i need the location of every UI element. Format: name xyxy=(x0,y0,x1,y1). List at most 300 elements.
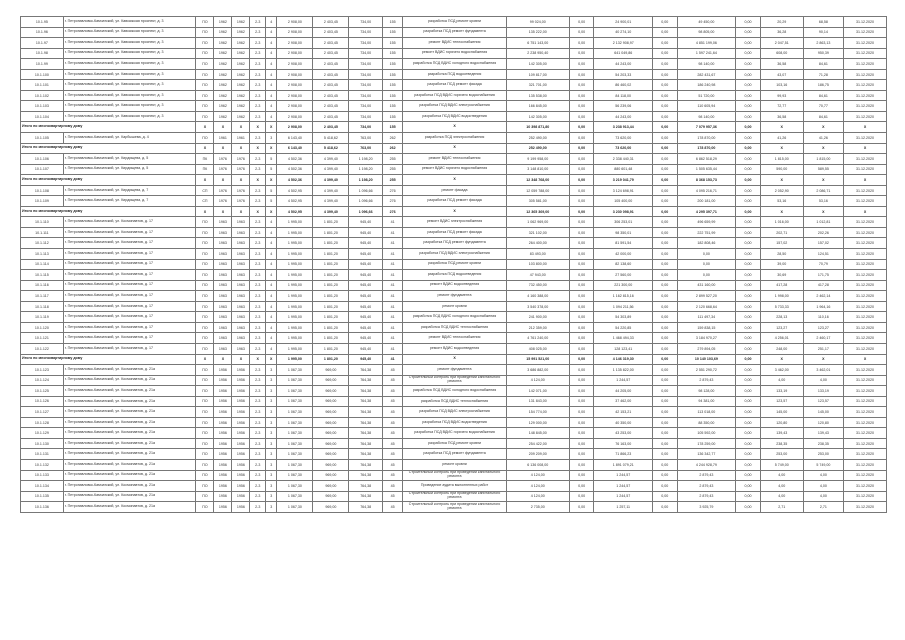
cell-addr: г. Петропавловск-Камчатский, ул. Кавказская проспект, д. 3 xyxy=(63,59,196,70)
cell-c6: Х xyxy=(250,122,266,133)
cell-no: 10.1.134 xyxy=(21,481,64,492)
cell-c15: 82 138,60 xyxy=(594,259,652,270)
cell-c21: 31.12.2020 xyxy=(844,502,887,513)
cell-work: разработка ПСД ВДИС водоотведения xyxy=(403,417,506,428)
cell-c21: 31.12.2020 xyxy=(844,217,887,228)
cell-c16: 0,00 xyxy=(652,322,677,333)
cell-no: 10.1.124 xyxy=(21,375,64,386)
cell-c19: Х xyxy=(760,354,803,365)
cell-work: ремонт ВДИС водоотведения xyxy=(403,280,506,291)
cell-c7: 4 xyxy=(266,101,277,112)
cell-c19: 3 462,00 xyxy=(760,365,803,376)
cell-c7: 4 xyxy=(266,249,277,260)
cell-c11: 41 xyxy=(383,333,403,344)
cell-c18: 0,00 xyxy=(736,291,761,302)
cell-c19: 228,13 xyxy=(760,312,803,323)
cell-c7: 4 xyxy=(266,90,277,101)
cell-c14: 0,00 xyxy=(569,27,594,38)
cell-c11: 45 xyxy=(383,407,403,418)
cell-c18: 0,00 xyxy=(736,206,761,217)
cell-c14: 0,00 xyxy=(569,301,594,312)
cell-c11: 45 xyxy=(383,491,403,502)
cell-c9: 2 403,45 xyxy=(313,69,349,80)
cell-c18: 0,00 xyxy=(736,143,761,154)
cell-c3: ПО xyxy=(196,502,214,513)
cell-c16: 0,00 xyxy=(652,38,677,49)
cell-c7: 4 xyxy=(266,111,277,122)
cell-c6: Х xyxy=(250,354,266,365)
cell-c18: 0,00 xyxy=(736,48,761,59)
cell-c10: 734,00 xyxy=(349,38,383,49)
cell-c16: 0,00 xyxy=(652,90,677,101)
cell-c3: ПО xyxy=(196,312,214,323)
cell-c15: 71 866,23 xyxy=(594,449,652,460)
cell-addr: г. Петропавловск-Камчатский, ул. Кирдищева, д. 7 xyxy=(63,185,196,196)
cell-c19: 202,71 xyxy=(760,227,803,238)
cell-c4: 1976 xyxy=(214,154,232,165)
cell-c18: 0,00 xyxy=(736,227,761,238)
cell-c6: Х xyxy=(250,143,266,154)
cell-c15: 1 135 822,00 xyxy=(594,365,652,376)
cell-c9: 1 801,20 xyxy=(313,333,349,344)
cell-c10: 764,38 xyxy=(349,502,383,513)
cell-c9: 2 403,45 xyxy=(313,59,349,70)
cell-c17: 4 295 397,71 xyxy=(677,206,735,217)
cell-c19: Х xyxy=(760,122,803,133)
cell-addr: г. Петропавловск-Камчатский, ул. Космонавтов, д. 21а xyxy=(63,491,196,502)
cell-no: 10.1.99 xyxy=(21,59,64,70)
cell-c16: 0,00 xyxy=(652,227,677,238)
cell-c16: 0,00 xyxy=(652,175,677,186)
cell-c9: 4 399,40 xyxy=(313,175,349,186)
cell-c21: 31.12.2020 xyxy=(844,428,887,439)
cell-c11: 41 xyxy=(383,301,403,312)
cell-c18: 0,00 xyxy=(736,90,761,101)
cell-c3: ПО xyxy=(196,27,214,38)
cell-addr: г. Петропавловск-Камчатский, ул. Космонавтов, д. 17 xyxy=(63,270,196,281)
cell-c20: 202,26 xyxy=(803,227,843,238)
cell-c11: 41 xyxy=(383,354,403,365)
cell-c16: 0,00 xyxy=(652,143,677,154)
cell-c17: 110 605,94 xyxy=(677,101,735,112)
cell-c3: ПО xyxy=(196,470,214,481)
cell-c16: 0,00 xyxy=(652,301,677,312)
cell-c5: 1963 xyxy=(232,259,250,270)
cell-work: Х xyxy=(403,206,506,217)
cell-c6: 2-3 xyxy=(250,59,266,70)
cell-c21: Х xyxy=(844,122,887,133)
cell-work: разработка ПСД ВДИС электроснабжения xyxy=(403,407,506,418)
cell-c20: 124,51 xyxy=(803,249,843,260)
cell-c8: 1 067,30 xyxy=(277,407,313,418)
cell-c20: Х xyxy=(803,122,843,133)
cell-c17: 3 184 970,27 xyxy=(677,333,735,344)
cell-c9: 4 399,40 xyxy=(313,196,349,207)
cell-c6: 2-3 xyxy=(250,133,266,144)
cell-c18: 0,00 xyxy=(736,280,761,291)
cell-c14: 0,00 xyxy=(569,249,594,260)
cell-c21: 31.12.2020 xyxy=(844,491,887,502)
table-row xyxy=(21,259,887,270)
cell-c4: 1963 xyxy=(214,270,232,281)
cell-work: разработка ПСД ВДИС горячего водоснабжения xyxy=(403,90,506,101)
cell-c19: 5 749,00 xyxy=(760,459,803,470)
cell-c5: 1956 xyxy=(232,449,250,460)
cell-c10: 1 096,66 xyxy=(349,206,383,217)
cell-c18: 0,00 xyxy=(736,386,761,397)
cell-c13: 305 581,00 xyxy=(506,196,569,207)
cell-c5: 1976 xyxy=(232,164,250,175)
cell-c20: 145,00 xyxy=(803,407,843,418)
cell-c7: 3 xyxy=(266,449,277,460)
cell-addr: г. Петропавловск-Камчатский, ул. Космонавтов, д. 21а xyxy=(63,407,196,418)
cell-c5: 1962 xyxy=(232,101,250,112)
cell-no: 10.1.117 xyxy=(21,291,64,302)
cell-c13: 47 943,00 xyxy=(506,270,569,281)
cell-c7: 4 xyxy=(266,59,277,70)
cell-c16: 0,00 xyxy=(652,154,677,165)
cell-no: 10.1.127 xyxy=(21,407,64,418)
cell-c3: ПО xyxy=(196,322,214,333)
cell-c15: 641 049,86 xyxy=(594,48,652,59)
cell-c16: 0,00 xyxy=(652,386,677,397)
cell-c9: 4 399,40 xyxy=(313,185,349,196)
cell-c21: 31.12.2020 xyxy=(844,164,887,175)
cell-c11: 276 xyxy=(383,206,403,217)
cell-c13: 252 490,00 xyxy=(506,133,569,144)
table-row xyxy=(21,270,887,281)
cell-c3: ПО xyxy=(196,301,214,312)
cell-c15: 1 891 079,21 xyxy=(594,459,652,470)
cell-c20: 70,79 xyxy=(803,259,843,270)
cell-c8: 2 908,00 xyxy=(277,38,313,49)
cell-addr: г. Петропавловск-Камчатский, ул. Кавказская проспект, д. 3 xyxy=(63,48,196,59)
cell-c19: 2 052,90 xyxy=(760,185,803,196)
cell-c5: 1963 xyxy=(232,280,250,291)
cell-c8: 1 067,30 xyxy=(277,502,313,513)
cell-c7: 3 xyxy=(266,459,277,470)
cell-c15: 1 244,57 xyxy=(594,491,652,502)
cell-addr: г. Петропавловск-Камчатский, ул. Космонавтов, д. 21а xyxy=(63,470,196,481)
cell-c7: 4 xyxy=(266,301,277,312)
cell-c6: 2-3 xyxy=(250,185,266,196)
cell-c21: 31.12.2020 xyxy=(844,17,887,28)
cell-c13: 321 102,00 xyxy=(506,227,569,238)
cell-addr: г. Петропавловск-Камчатский, ул. Космонавтов, д. 21а xyxy=(63,417,196,428)
cell-no: Итого по многоквартирному дому xyxy=(21,354,196,365)
cell-no: Итого по многоквартирному дому xyxy=(21,206,196,217)
cell-c3: ПО xyxy=(196,101,214,112)
cell-c8: 1 067,30 xyxy=(277,386,313,397)
cell-c19: 36,58 xyxy=(760,111,803,122)
cell-addr: г. Петропавловск-Камчатский, ул. Кавказская проспект, д. 3 xyxy=(63,17,196,28)
cell-c18: 0,00 xyxy=(736,428,761,439)
cell-c19: 123,57 xyxy=(760,396,803,407)
cell-c15: 1 244,57 xyxy=(594,481,652,492)
cell-c6: 2-3 xyxy=(250,280,266,291)
cell-no: 10.1.135 xyxy=(21,491,64,502)
table-row xyxy=(21,217,887,228)
cell-addr: г. Петропавловск-Камчатский, ул. Кавказская проспект, д. 3 xyxy=(63,101,196,112)
table-row xyxy=(21,343,887,354)
cell-c5: 1976 xyxy=(232,154,250,165)
cell-c10: 945,40 xyxy=(349,217,383,228)
cell-c21: 31.12.2020 xyxy=(844,470,887,481)
cell-c4: Х xyxy=(214,206,232,217)
cell-c3: ПО xyxy=(196,438,214,449)
cell-c19: 103,16 xyxy=(760,80,803,91)
cell-c19: 417,28 xyxy=(760,280,803,291)
cell-c3: ПО xyxy=(196,459,214,470)
cell-c4: 1963 xyxy=(214,249,232,260)
cell-no: 10.1.109 xyxy=(21,196,64,207)
cell-c19: 590,00 xyxy=(760,164,803,175)
cell-c6: 2-3 xyxy=(250,438,266,449)
cell-work: разработка ПСД ремонт фасада xyxy=(403,196,506,207)
cell-work: Х xyxy=(403,143,506,154)
cell-c9: 2 403,45 xyxy=(313,17,349,28)
cell-c4: 1962 xyxy=(214,27,232,38)
cell-c14: 0,00 xyxy=(569,59,594,70)
cell-c10: 945,40 xyxy=(349,259,383,270)
cell-c21: Х xyxy=(844,175,887,186)
cell-c20: 1 815,00 xyxy=(803,154,843,165)
cell-c9: 969,00 xyxy=(313,396,349,407)
cell-c21: 31.12.2020 xyxy=(844,438,887,449)
cell-c18: 0,00 xyxy=(736,111,761,122)
cell-c5: 1963 xyxy=(232,249,250,260)
cell-work: Строительный контроль при проведении капитального ремонта xyxy=(403,470,506,481)
cell-c9: 5 418,62 xyxy=(313,143,349,154)
cell-c13: 166 845,00 xyxy=(506,101,569,112)
cell-c21: 31.12.2020 xyxy=(844,417,887,428)
cell-work: разработка ПСД ВДИС водоотведения xyxy=(403,111,506,122)
cell-c6: 2-3 xyxy=(250,502,266,513)
cell-c11: 41 xyxy=(383,259,403,270)
cell-c19: 120,80 xyxy=(760,417,803,428)
cell-c18: 0,00 xyxy=(736,449,761,460)
cell-c14: 0,00 xyxy=(569,407,594,418)
cell-addr: г. Петропавловск-Камчатский, ул. Кавказская проспект, д. 3 xyxy=(63,90,196,101)
cell-c14: 0,00 xyxy=(569,428,594,439)
cell-c16: 0,00 xyxy=(652,206,677,217)
cell-no: 10.1.129 xyxy=(21,428,64,439)
cell-c19: 2 047,51 xyxy=(760,38,803,49)
cell-c18: 0,00 xyxy=(736,322,761,333)
cell-c7: 3 xyxy=(266,438,277,449)
cell-c5: 1956 xyxy=(232,470,250,481)
cell-c19: 36,28 xyxy=(760,27,803,38)
cell-c5: 1963 xyxy=(232,343,250,354)
table-row xyxy=(21,428,887,439)
cell-no: 10.1.125 xyxy=(21,386,64,397)
cell-c19: 41,26 xyxy=(760,133,803,144)
cell-c4: 1961 xyxy=(214,133,232,144)
cell-c14: 0,00 xyxy=(569,354,594,365)
cell-c10: 945,40 xyxy=(349,333,383,344)
cell-c7: 3 xyxy=(266,407,277,418)
cell-c15: 40 350,00 xyxy=(594,417,652,428)
cell-c9: 969,00 xyxy=(313,459,349,470)
cell-no: 10.1.114 xyxy=(21,259,64,270)
cell-c3: СП xyxy=(196,185,214,196)
cell-c7: 4 xyxy=(266,17,277,28)
cell-c16: 0,00 xyxy=(652,80,677,91)
cell-c5: 1962 xyxy=(232,17,250,28)
cell-c18: 0,00 xyxy=(736,312,761,323)
cell-c8: 4 502,95 xyxy=(277,206,313,217)
cell-c16: 0,00 xyxy=(652,185,677,196)
cell-c20: 110,16 xyxy=(803,312,843,323)
cell-addr: г. Петропавловск-Камчатский, ул. Космонавтов, д. 17 xyxy=(63,301,196,312)
cell-c15: 105 400,00 xyxy=(594,196,652,207)
cell-c8: 2 908,00 xyxy=(277,27,313,38)
cell-c10: 764,38 xyxy=(349,365,383,376)
cell-c13: 129 000,00 xyxy=(506,417,569,428)
cell-c7: 4 xyxy=(266,312,277,323)
cell-work: разработка ПСД ремонт кровли xyxy=(403,17,506,28)
cell-c14: 0,00 xyxy=(569,111,594,122)
cell-c13: 2 735,00 xyxy=(506,502,569,513)
cell-c4: 1962 xyxy=(214,17,232,28)
cell-c16: 0,00 xyxy=(652,449,677,460)
cell-c18: 0,00 xyxy=(736,164,761,175)
cell-work: ремонт ВДИС горячего водоснабжения xyxy=(403,164,506,175)
cell-c15: 56 239,06 xyxy=(594,101,652,112)
cell-c13: 212 359,00 xyxy=(506,322,569,333)
cell-c9: 2 403,45 xyxy=(313,101,349,112)
cell-c17: 4 095 216,71 xyxy=(677,185,735,196)
cell-c7: 4 xyxy=(266,333,277,344)
cell-c20: 2 086,71 xyxy=(803,185,843,196)
cell-c4: 1963 xyxy=(214,333,232,344)
cell-c17: 178 870,00 xyxy=(677,133,735,144)
cell-c4: 1956 xyxy=(214,502,232,513)
cell-addr: г. Петропавловск-Камчатский, ул. Кавказская проспект, д. 3 xyxy=(63,80,196,91)
cell-c6: 2-3 xyxy=(250,365,266,376)
cell-no: 10.1.111 xyxy=(21,227,64,238)
cell-c19: 30,69 xyxy=(760,270,803,281)
cell-no: 10.1.105 xyxy=(21,133,64,144)
cell-c21: 31.12.2020 xyxy=(844,459,887,470)
table-row xyxy=(21,238,887,249)
cell-c6: 2-3 xyxy=(250,449,266,460)
cell-c9: 969,00 xyxy=(313,407,349,418)
cell-c17: 98 805,00 xyxy=(677,27,735,38)
table-row xyxy=(21,164,887,175)
cell-work: ремонт ВДИС горячего водоснабжения xyxy=(403,48,506,59)
cell-c20: 253,00 xyxy=(803,449,843,460)
cell-c14: 0,00 xyxy=(569,481,594,492)
cell-c3: ПО xyxy=(196,217,214,228)
cell-c14: 0,00 xyxy=(569,133,594,144)
cell-c19: 72,77 xyxy=(760,101,803,112)
cell-c16: 0,00 xyxy=(652,59,677,70)
cell-work: ремонт ВДИС электроснабжения xyxy=(403,217,506,228)
table-row xyxy=(21,407,887,418)
cell-c11: 41 xyxy=(383,217,403,228)
cell-work: разработка ПСД ремонт фундамента xyxy=(403,238,506,249)
cell-c3: Х xyxy=(196,143,214,154)
cell-c9: 2 403,45 xyxy=(313,122,349,133)
cell-addr: г. Петропавловск-Камчатский, ул. Космонавтов, д. 21а xyxy=(63,396,196,407)
cell-c5: 1963 xyxy=(232,322,250,333)
cell-c20: 4,00 xyxy=(803,470,843,481)
cell-c15: 73 620,00 xyxy=(594,143,652,154)
cell-c10: 734,00 xyxy=(349,80,383,91)
cell-c17: 2 120 668,64 xyxy=(677,301,735,312)
cell-c20: 123,57 xyxy=(803,396,843,407)
cell-c13: 2 238 950,40 xyxy=(506,48,569,59)
cell-c14: 0,00 xyxy=(569,270,594,281)
cell-c21: 31.12.2020 xyxy=(844,343,887,354)
cell-c15: 3 230 098,91 xyxy=(594,206,652,217)
cell-work: Строительный контроль при проведении капитального ремонта xyxy=(403,491,506,502)
cell-c11: 155 xyxy=(383,101,403,112)
cell-c21: 31.12.2020 xyxy=(844,249,887,260)
cell-c5: Х xyxy=(232,354,250,365)
cell-c10: 1 096,66 xyxy=(349,185,383,196)
cell-c5: 1956 xyxy=(232,365,250,376)
cell-c21: 31.12.2020 xyxy=(844,238,887,249)
cell-c18: 0,00 xyxy=(736,365,761,376)
cell-c10: 945,40 xyxy=(349,322,383,333)
cell-c19: Х xyxy=(760,206,803,217)
cell-c17: 88 350,00 xyxy=(677,417,735,428)
cell-c20: 3 462,01 xyxy=(803,365,843,376)
cell-c8: 1 067,30 xyxy=(277,365,313,376)
cell-c9: 1 801,20 xyxy=(313,343,349,354)
cell-c13: 4 124,00 xyxy=(506,375,569,386)
cell-c7: 4 xyxy=(266,259,277,270)
cell-c3: ПО xyxy=(196,80,214,91)
cell-c7: 4 xyxy=(266,27,277,38)
cell-c10: 945,40 xyxy=(349,270,383,281)
cell-no: 10.1.121 xyxy=(21,333,64,344)
cell-c5: 1956 xyxy=(232,396,250,407)
cell-c17: 3 925,79 xyxy=(677,502,735,513)
cell-c17: 51 720,00 xyxy=(677,90,735,101)
cell-c13: 148 845,00 xyxy=(506,428,569,439)
cell-c10: 945,40 xyxy=(349,291,383,302)
cell-c21: 31.12.2020 xyxy=(844,154,887,165)
cell-c14: 0,00 xyxy=(569,322,594,333)
cell-c7: 4 xyxy=(266,291,277,302)
cell-no: 10.1.103 xyxy=(21,101,64,112)
cell-c14: 0,00 xyxy=(569,164,594,175)
cell-c18: 0,00 xyxy=(736,101,761,112)
cell-c16: 0,00 xyxy=(652,17,677,28)
cell-c17: 6 862 518,29 xyxy=(677,154,735,165)
cell-c13: 264 400,00 xyxy=(506,238,569,249)
cell-c14: 0,00 xyxy=(569,396,594,407)
cell-c7: Х xyxy=(266,206,277,217)
cell-c5: 1963 xyxy=(232,333,250,344)
cell-work: ремонт кровли xyxy=(403,301,506,312)
cell-c9: 969,00 xyxy=(313,502,349,513)
cell-c11: 255 xyxy=(383,175,403,186)
cell-c15: 2 132 908,97 xyxy=(594,38,652,49)
cell-c15: 24 900,01 xyxy=(594,17,652,28)
cell-c19: 157,02 xyxy=(760,238,803,249)
cell-addr: г. Петропавловск-Камчатский, ул. Космонавтов, д. 21а xyxy=(63,428,196,439)
cell-c4: 1976 xyxy=(214,164,232,175)
cell-c8: 1 995,00 xyxy=(277,301,313,312)
cell-c15: 84 118,00 xyxy=(594,90,652,101)
cell-c21: 31.12.2020 xyxy=(844,90,887,101)
cell-c8: 2 908,00 xyxy=(277,48,313,59)
cell-c14: 0,00 xyxy=(569,491,594,502)
